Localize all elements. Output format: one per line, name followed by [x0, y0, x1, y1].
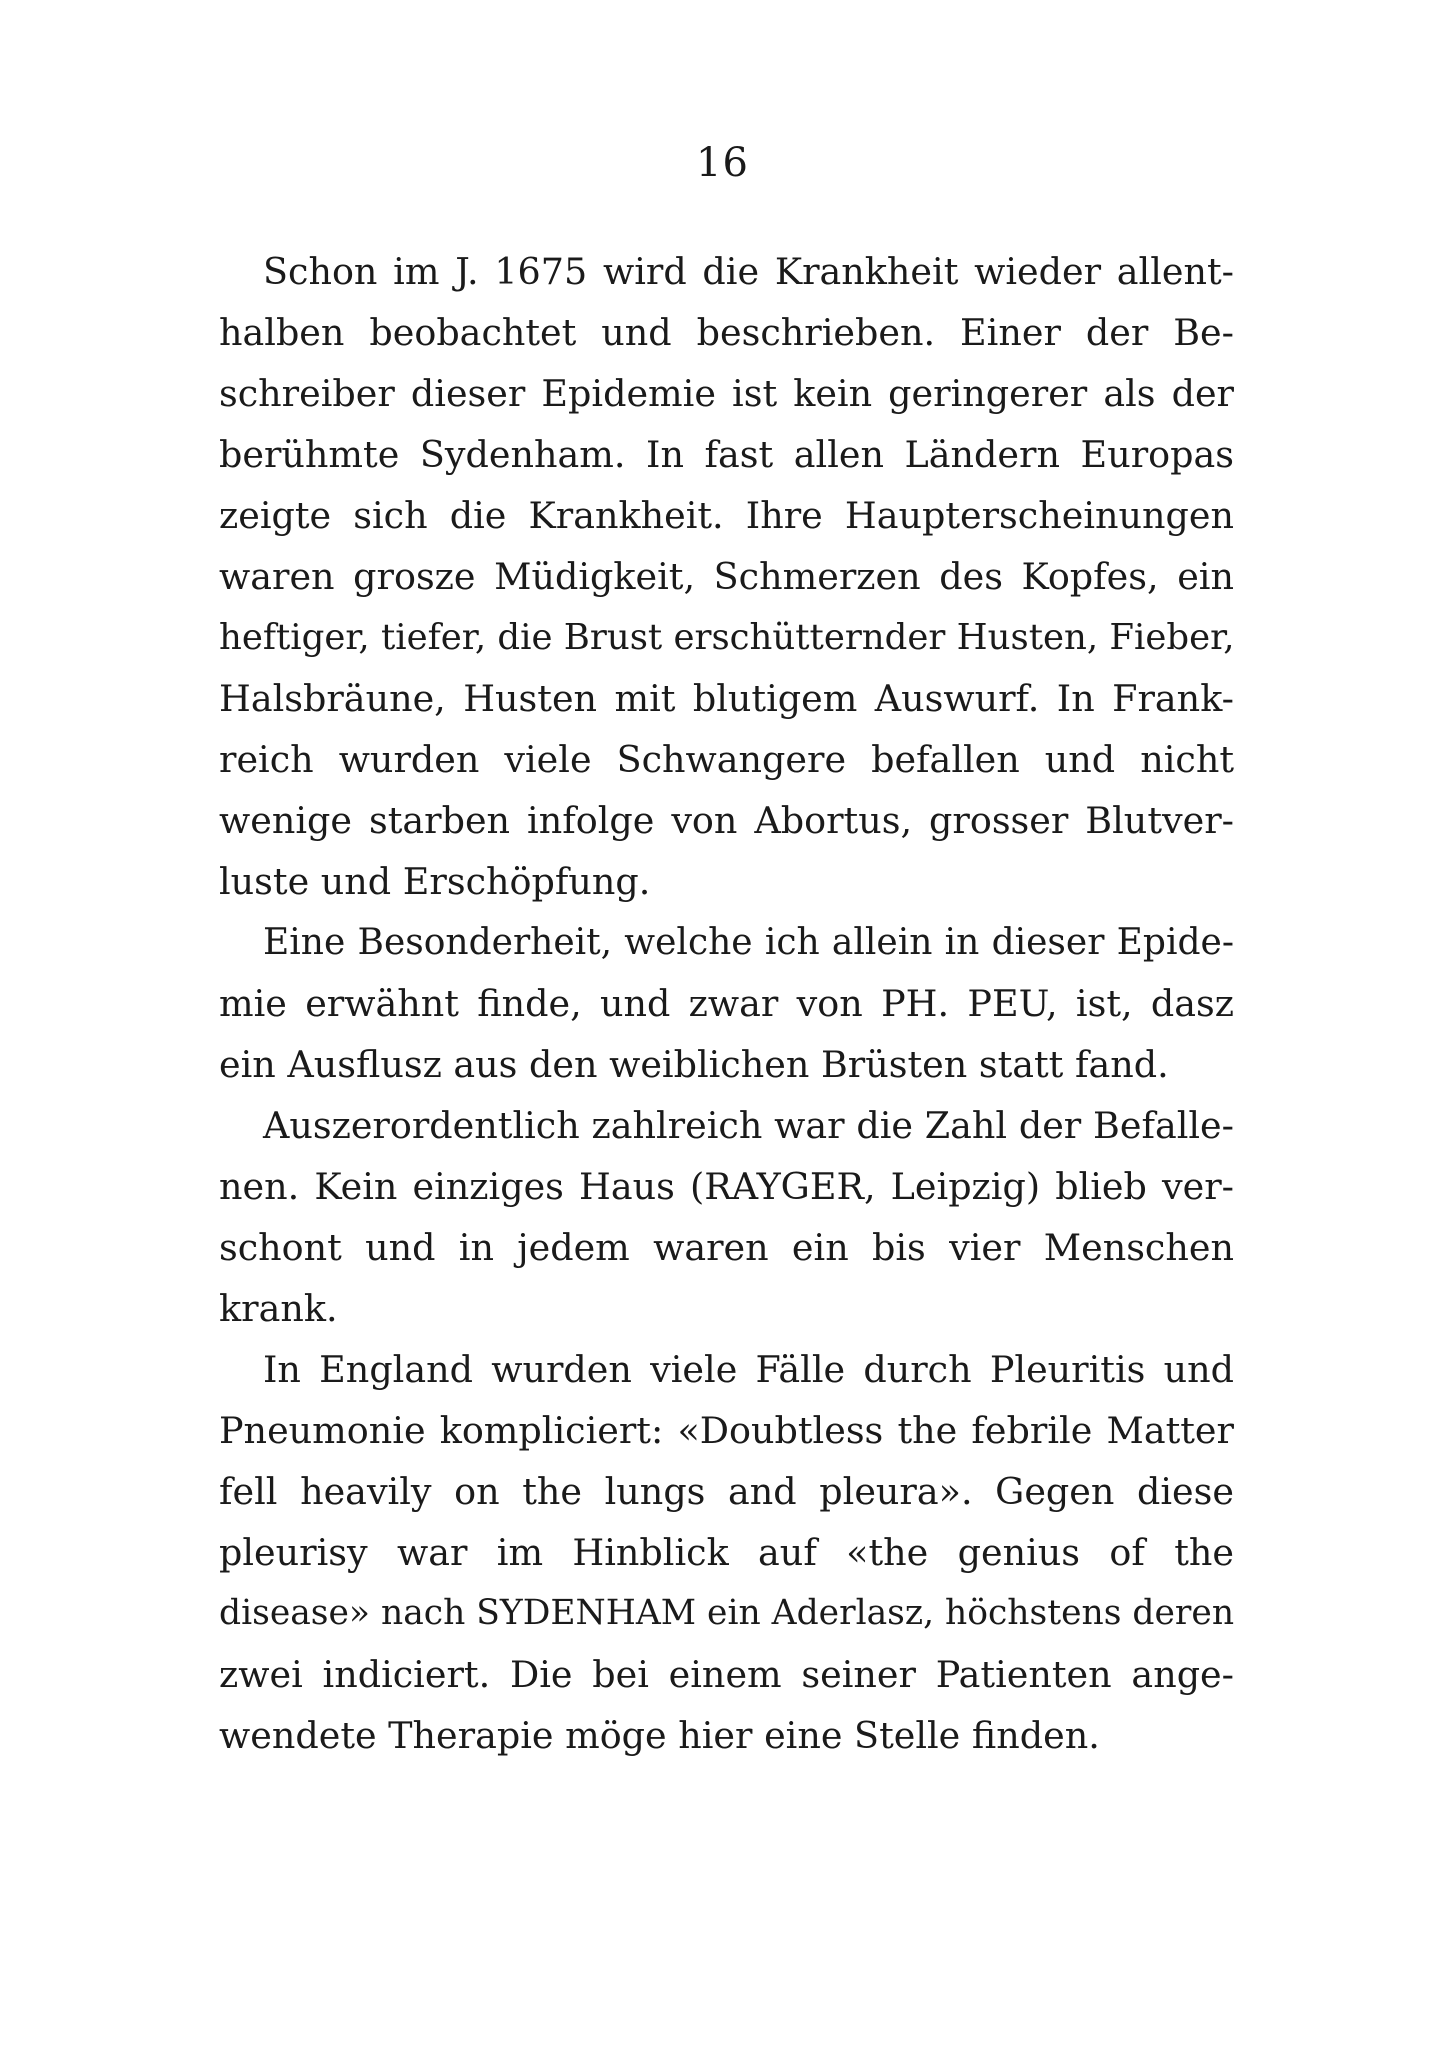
text-line: berühmte Sydenham. In fast allen Ländern Europas [219, 433, 1234, 476]
text-line: mie erwähnt finde, und zwar von PH. PEU, ist, dasz [219, 982, 1234, 1025]
text-line: Auszerordentlich zahlreich war die Zahl der Befalle- [263, 1104, 1234, 1147]
page-number: 16 [696, 140, 749, 186]
text-line: fell heavily on the lungs and pleura». Gegen diese [219, 1470, 1234, 1513]
text-line: wendete Therapie möge hier eine Stelle finden. [219, 1714, 1100, 1757]
text-line: disease» nach SYDENHAM ein Aderlasz, höchstens deren [219, 1593, 1235, 1633]
text-line: nen. Kein einziges Haus (RAYGER, Leipzig) blieb ver- [219, 1165, 1234, 1208]
text-line: krank. [219, 1287, 338, 1330]
text-line: pleurisy war im Hinblick auf «the genius of the [219, 1531, 1234, 1574]
text-line: luste und Erschöpfung. [219, 860, 651, 903]
text-line: Schon im J. 1675 wird die Krankheit wieder allent- [263, 250, 1234, 293]
text-line: waren grosze Müdigkeit, Schmerzen des Kopfes, ein [219, 555, 1234, 598]
text-line: schont und in jedem waren ein bis vier Menschen [219, 1226, 1234, 1269]
text-line: Pneumonie kompliciert: «Doubtless the febrile Matter [219, 1409, 1234, 1452]
text-line: heftiger, tiefer, die Brust erschütternder Husten, Fieber, [219, 617, 1235, 658]
text-line: schreiber dieser Epidemie ist kein geringerer als der [219, 372, 1234, 415]
text-line: wenige starben infolge von Abortus, grosser Blutver- [219, 799, 1234, 842]
body-text [219, 241, 1234, 1766]
text-line: zeigte sich die Krankheit. Ihre Haupterscheinungen [219, 494, 1234, 537]
text-line: In England wurden viele Fälle durch Pleuritis und [263, 1348, 1234, 1391]
text-line: ein Ausflusz aus den weiblichen Brüsten statt fand. [219, 1043, 1169, 1086]
text-line: halben beobachtet und beschrieben. Einer der Be- [219, 311, 1234, 354]
text-line: Eine Besonderheit, welche ich allein in dieser Epide- [263, 922, 1234, 963]
text-line: reich wurden viele Schwangere befallen und nicht [219, 738, 1234, 781]
text-line: zwei indiciert. Die bei einem seiner Patienten ange- [219, 1653, 1234, 1696]
text-line: Halsbräune, Husten mit blutigem Auswurf. In Frank- [219, 677, 1234, 720]
